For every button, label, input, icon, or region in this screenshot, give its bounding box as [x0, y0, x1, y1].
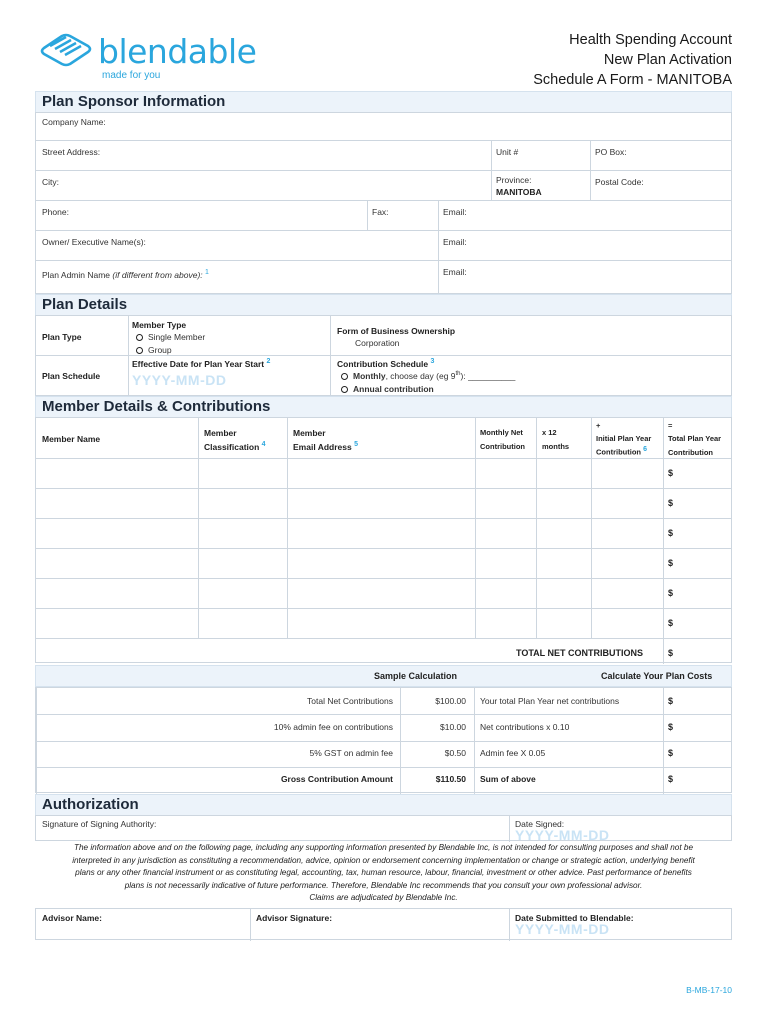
date-submitted-input[interactable]: YYYY-MM-DD [515, 921, 610, 937]
plan-type-label: Plan Type [42, 332, 82, 342]
monthly-tail: ): __________ [460, 371, 516, 381]
calc-grid [35, 687, 732, 793]
footnote-6: 6 [643, 446, 647, 453]
monthly-note: , choose day (eg 9 [385, 371, 456, 381]
section-title: Plan Details [42, 296, 128, 313]
footnote-3: 3 [430, 358, 435, 365]
footnote-2: 2 [266, 358, 271, 365]
brand-tagline: made for you [102, 70, 161, 81]
po-box-field[interactable]: PO Box: [595, 147, 627, 157]
sample-calc-title: Sample Calculation [374, 671, 458, 681]
email-field-3[interactable]: Email: [443, 267, 467, 277]
calc-row-2-label: Net contributions x 0.10 [480, 722, 570, 732]
plan-schedule-label: Plan Schedule [42, 371, 101, 381]
section-title: Authorization [42, 796, 139, 813]
group-option[interactable] [136, 345, 172, 355]
calc-row-1-value[interactable]: $ [668, 696, 674, 706]
plan-admin-name-field[interactable] [42, 269, 209, 280]
disclaimer-line-4: plans is not necessarily indicative of future performance. Therefore, Blendable Inc recommends that you consult your own professional advisor. [124, 880, 643, 890]
col-total-1: Total Plan Year [668, 434, 722, 443]
province-label: Province: [496, 175, 532, 185]
blendable-logo-icon [40, 28, 96, 68]
total-net-contributions-value[interactable]: $ [668, 648, 674, 658]
disclaimer [35, 842, 732, 905]
col-initial-text: Contribution [596, 447, 641, 457]
total-net-contributions-label: TOTAL NET CONTRIBUTIONS [516, 648, 643, 658]
sample-row-3-value: $0.50 [444, 748, 466, 758]
plan-sponsor-header [35, 91, 732, 113]
sample-row-2-value: $10.00 [440, 722, 466, 732]
authorization-grid [35, 815, 732, 841]
plan-details-grid [35, 315, 732, 396]
brand-name: blendable [98, 32, 257, 71]
disclaimer-line-3: plans or any other financial instrument or as constituting legal, accounting, tax, human resource, labour, financial, investment or other advice. Past performance of benefits [75, 868, 692, 877]
effective-date-input[interactable]: YYYY-MM-DD [132, 372, 227, 388]
disclaimer-line-1: The information above and on the following page, including any supporting information presented by Blendable Inc, is not intended for consulting purposes and shall not be [73, 843, 694, 852]
row-5-total[interactable]: $ [668, 588, 674, 598]
email-field-2[interactable]: Email: [443, 237, 467, 247]
col-total-2: Contribution [668, 448, 713, 457]
form-title [533, 30, 732, 90]
sample-row-4-value: $110.50 [435, 774, 466, 784]
authorization-header [35, 794, 732, 816]
col-x12-2: months [542, 442, 570, 451]
fax-field[interactable]: Fax: [372, 207, 389, 217]
monthly-label: Monthly [353, 371, 386, 381]
radio-icon[interactable] [341, 386, 348, 393]
col-monthly-1: Monthly Net [480, 428, 523, 437]
single-member-option[interactable] [136, 332, 205, 342]
calc-row-1-label: Your total Plan Year net contributions [480, 696, 620, 706]
calc-costs-title: Calculate Your Plan Costs [601, 671, 713, 681]
col-member-name: Member Name [42, 434, 101, 444]
postal-code-field[interactable]: Postal Code: [595, 177, 644, 187]
col-x12-1: x 12 [542, 428, 557, 437]
monthly-th: th [455, 371, 461, 378]
radio-icon[interactable] [341, 373, 348, 380]
calc-row-4-label: Sum of above [480, 774, 536, 784]
annual-label: Annual contribution [353, 384, 434, 394]
date-signed-input[interactable]: YYYY-MM-DD [515, 827, 610, 843]
sample-row-1-value: $100.00 [435, 696, 466, 706]
col-initial-2 [596, 446, 647, 457]
calc-row-3-label: Admin fee X 0.05 [480, 748, 546, 758]
member-details-header [35, 396, 732, 418]
col-email-1: Member [293, 428, 326, 438]
street-address-field[interactable]: Street Address: [42, 147, 101, 157]
owner-name-field[interactable]: Owner/ Executive Name(s): [42, 237, 146, 247]
form-title-line-2: New Plan Activation [603, 52, 732, 68]
corporation-label: Corporation [355, 338, 400, 348]
form-code: B-MB-17-10 [686, 985, 732, 995]
member-grid [35, 417, 732, 663]
sample-row-2-label: 10% admin fee on contributions [273, 722, 393, 732]
plan-details-header [35, 294, 732, 316]
date-signed-label: Date Signed: [515, 819, 565, 829]
footnote-4: 4 [261, 441, 266, 448]
signature-field[interactable]: Signature of Signing Authority: [42, 819, 157, 829]
contribution-schedule-label [337, 358, 434, 369]
section-title: Plan Sponsor Information [42, 93, 226, 110]
form-business-label: Form of Business Ownership [337, 326, 456, 336]
brand-logo [40, 26, 280, 86]
row-6-total[interactable]: $ [668, 618, 674, 628]
sample-row-3-label: 5% GST on admin fee [309, 748, 393, 758]
unit-field[interactable]: Unit # [496, 147, 519, 157]
calc-header-bar [35, 665, 732, 687]
form-title-line-3: Schedule A Form - MANITOBA [533, 72, 732, 88]
single-member-label: Single Member [148, 332, 206, 342]
plan-admin-note: (if different from above): [112, 269, 203, 280]
radio-icon[interactable] [136, 347, 143, 354]
advisor-signature-field[interactable]: Advisor Signature: [256, 913, 333, 923]
section-title: Member Details & Contributions [42, 398, 271, 415]
city-field[interactable]: City: [42, 177, 59, 187]
col-email-text: Email Address [293, 441, 352, 452]
disclaimer-line-2: interpreted in any jurisdiction as constituting a recommendation, advice, opinion or endorsement concerning implementation or change or strategic action, underlying benefit [72, 855, 695, 865]
col-classification-text: Classification [204, 441, 260, 452]
date-submitted-label: Date Submitted to Blendable: [515, 913, 634, 923]
calc-row-2-value[interactable]: $ [668, 722, 674, 732]
col-monthly-2: Contribution [480, 442, 525, 451]
advisor-grid [35, 908, 732, 940]
col-initial-0: + [596, 421, 601, 430]
row-3-total[interactable]: $ [668, 528, 674, 538]
member-type-label: Member Type [132, 320, 187, 330]
footnote-5: 5 [354, 441, 359, 448]
plan-admin-label: Plan Admin Name [42, 269, 111, 280]
radio-icon[interactable] [136, 334, 143, 341]
col-classification-1: Member [204, 428, 237, 438]
footnote-1: 1 [205, 269, 209, 276]
sample-row-1-label: Total Net Contributions [307, 696, 393, 706]
contribution-schedule-text: Contribution Schedule [337, 358, 429, 369]
group-label: Group [148, 345, 172, 355]
calc-row-4-value[interactable]: $ [668, 774, 674, 784]
row-2-total[interactable]: $ [668, 498, 674, 508]
row-4-total[interactable]: $ [668, 558, 674, 568]
sample-row-4-label: Gross Contribution Amount [280, 774, 393, 784]
col-total-0: = [668, 421, 673, 430]
row-1-total[interactable]: $ [668, 468, 674, 478]
email-field-1[interactable]: Email: [443, 207, 467, 217]
province-value: MANITOBA [496, 187, 542, 197]
monthly-option[interactable] [341, 371, 515, 381]
company-name-field[interactable]: Company Name: [42, 117, 106, 127]
disclaimer-line-5: Claims are adjudicated by Blendable Inc. [309, 893, 458, 902]
annual-option[interactable] [341, 384, 434, 394]
col-email-2 [293, 441, 358, 452]
effective-date-text: Effective Date for Plan Year Start [132, 358, 265, 369]
col-initial-1: Initial Plan Year [596, 434, 652, 443]
advisor-name-field[interactable]: Advisor Name: [42, 913, 102, 923]
plan-sponsor-grid [35, 112, 732, 294]
phone-field[interactable]: Phone: [42, 207, 69, 217]
calc-row-3-value[interactable]: $ [668, 748, 674, 758]
form-title-line-1: Health Spending Account [569, 32, 732, 48]
effective-date-label [132, 358, 270, 369]
col-classification-2 [204, 441, 266, 452]
